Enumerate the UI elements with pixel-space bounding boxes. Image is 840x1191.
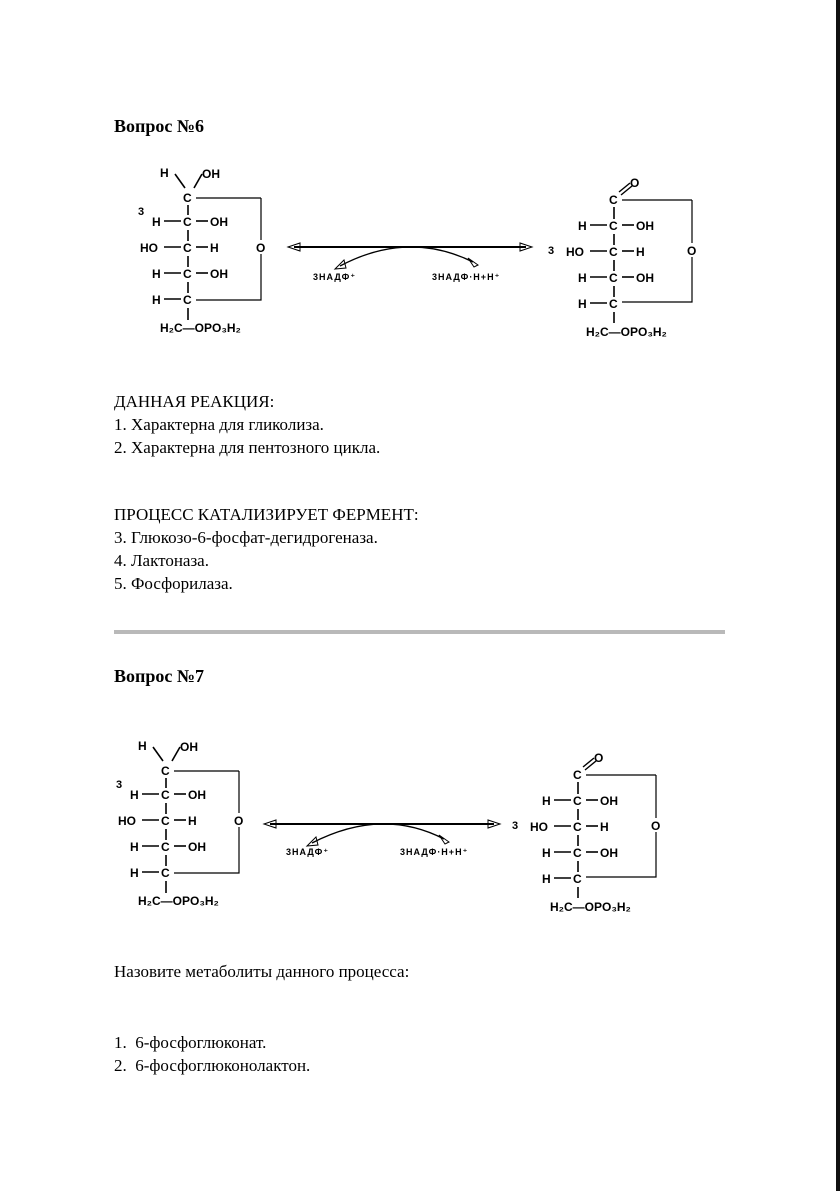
section-header: ДАННАЯ РЕАКЦИЯ: bbox=[114, 392, 275, 411]
atom: C bbox=[183, 215, 192, 229]
atom: OH bbox=[180, 740, 198, 754]
atom: H bbox=[542, 872, 551, 886]
ring-oxygen: O bbox=[256, 241, 266, 255]
q7-right-structure bbox=[510, 745, 670, 925]
atom: C bbox=[609, 193, 618, 207]
atom: H bbox=[188, 814, 197, 828]
atom: HO bbox=[566, 245, 584, 259]
atom: C bbox=[183, 293, 192, 307]
atom: OH bbox=[636, 271, 654, 285]
q7-reaction-arrow bbox=[264, 813, 514, 873]
atom: C bbox=[573, 872, 582, 886]
atom: H₂C—OPO₃H₂ bbox=[160, 321, 241, 335]
atom: H bbox=[578, 219, 587, 233]
atom: OH bbox=[188, 840, 206, 854]
atom: OH bbox=[600, 794, 618, 808]
q6-section-2 bbox=[114, 503, 419, 595]
cofactor-out: 3НАДФ·Н+Н⁺ bbox=[400, 847, 469, 857]
atom: H bbox=[130, 866, 139, 880]
atom: C bbox=[609, 297, 618, 311]
atom: H bbox=[542, 794, 551, 808]
atom: H₂C—OPO₃H₂ bbox=[550, 900, 631, 914]
question-7-title: Вопрос №7 bbox=[114, 666, 204, 686]
atom: C bbox=[573, 768, 582, 782]
question-divider bbox=[114, 630, 725, 634]
q6-section-1 bbox=[114, 390, 380, 459]
atom: C bbox=[161, 840, 170, 854]
atom: O bbox=[630, 176, 640, 190]
q7-prompt: Назовите метаболиты данного процесса: bbox=[114, 962, 410, 981]
answer-option: 1. 6-фосфоглюконат. bbox=[114, 1033, 267, 1052]
atom: H bbox=[138, 739, 147, 753]
atom: HO bbox=[140, 241, 158, 255]
atom: H bbox=[130, 788, 139, 802]
atom: OH bbox=[188, 788, 206, 802]
atom: C bbox=[183, 191, 192, 205]
ring-oxygen: O bbox=[687, 244, 697, 258]
atom: C bbox=[573, 846, 582, 860]
atom: C bbox=[573, 820, 582, 834]
atom: H bbox=[152, 215, 161, 229]
atom: H bbox=[636, 245, 645, 259]
question-6-title: Вопрос №6 bbox=[114, 116, 204, 136]
carbon-number: 3 bbox=[116, 779, 123, 791]
atom: C bbox=[609, 245, 618, 259]
atom: OH bbox=[202, 167, 220, 181]
atom: H₂C—OPO₃H₂ bbox=[138, 894, 219, 908]
atom: C bbox=[183, 267, 192, 281]
atom: H bbox=[542, 846, 551, 860]
atom: H bbox=[210, 241, 219, 255]
answer-option: 4. Лактоназа. bbox=[114, 551, 209, 570]
atom: C bbox=[161, 814, 170, 828]
carbon-number: 3 bbox=[548, 245, 555, 257]
atom: H bbox=[152, 267, 161, 281]
carbon-number: 3 bbox=[138, 206, 145, 218]
atom: H₂C—OPO₃H₂ bbox=[586, 325, 667, 339]
atom: OH bbox=[210, 267, 228, 281]
q6-reaction-arrow bbox=[288, 236, 538, 296]
carbon-number: 3 bbox=[512, 820, 519, 832]
atom: O bbox=[594, 751, 604, 765]
atom: H bbox=[152, 293, 161, 307]
answer-option: 5. Фосфорилаза. bbox=[114, 574, 233, 593]
atom: C bbox=[161, 788, 170, 802]
q7-left-structure bbox=[108, 733, 268, 923]
atom: H bbox=[578, 297, 587, 311]
answer-option: 3. Глюкозо-6-фосфат-дегидрогеназа. bbox=[114, 528, 378, 547]
answer-option: 2. Характерна для пентозного цикла. bbox=[114, 438, 381, 457]
atom: H bbox=[130, 840, 139, 854]
atom: H bbox=[160, 166, 169, 180]
atom: OH bbox=[210, 215, 228, 229]
atom: HO bbox=[118, 814, 136, 828]
atom: C bbox=[161, 764, 170, 778]
answer-option: 2. 6-фосфоглюконолактон. bbox=[114, 1056, 311, 1075]
cofactor-in: 3НАДФ⁺ bbox=[286, 847, 330, 857]
atom: H bbox=[600, 820, 609, 834]
ring-oxygen: O bbox=[234, 814, 244, 828]
atom: C bbox=[183, 241, 192, 255]
cofactor-out: 3НАДФ·Н+Н⁺ bbox=[432, 272, 501, 282]
atom: C bbox=[161, 866, 170, 880]
q6-left-structure bbox=[130, 160, 290, 350]
atom: C bbox=[609, 219, 618, 233]
ring-oxygen: O bbox=[651, 819, 661, 833]
section-header: ПРОЦЕСС КАТАЛИЗИРУЕТ ФЕРМЕНТ: bbox=[114, 505, 419, 524]
atom: C bbox=[573, 794, 582, 808]
q7-answers bbox=[114, 1031, 310, 1077]
page-edge bbox=[836, 0, 840, 1191]
atom: OH bbox=[636, 219, 654, 233]
atom: HO bbox=[530, 820, 548, 834]
q6-right-structure bbox=[546, 170, 706, 350]
cofactor-in: 3НАДФ⁺ bbox=[313, 272, 357, 282]
atom: H bbox=[578, 271, 587, 285]
atom: OH bbox=[600, 846, 618, 860]
answer-option: 1. Характерна для гликолиза. bbox=[114, 415, 324, 434]
atom: C bbox=[609, 271, 618, 285]
